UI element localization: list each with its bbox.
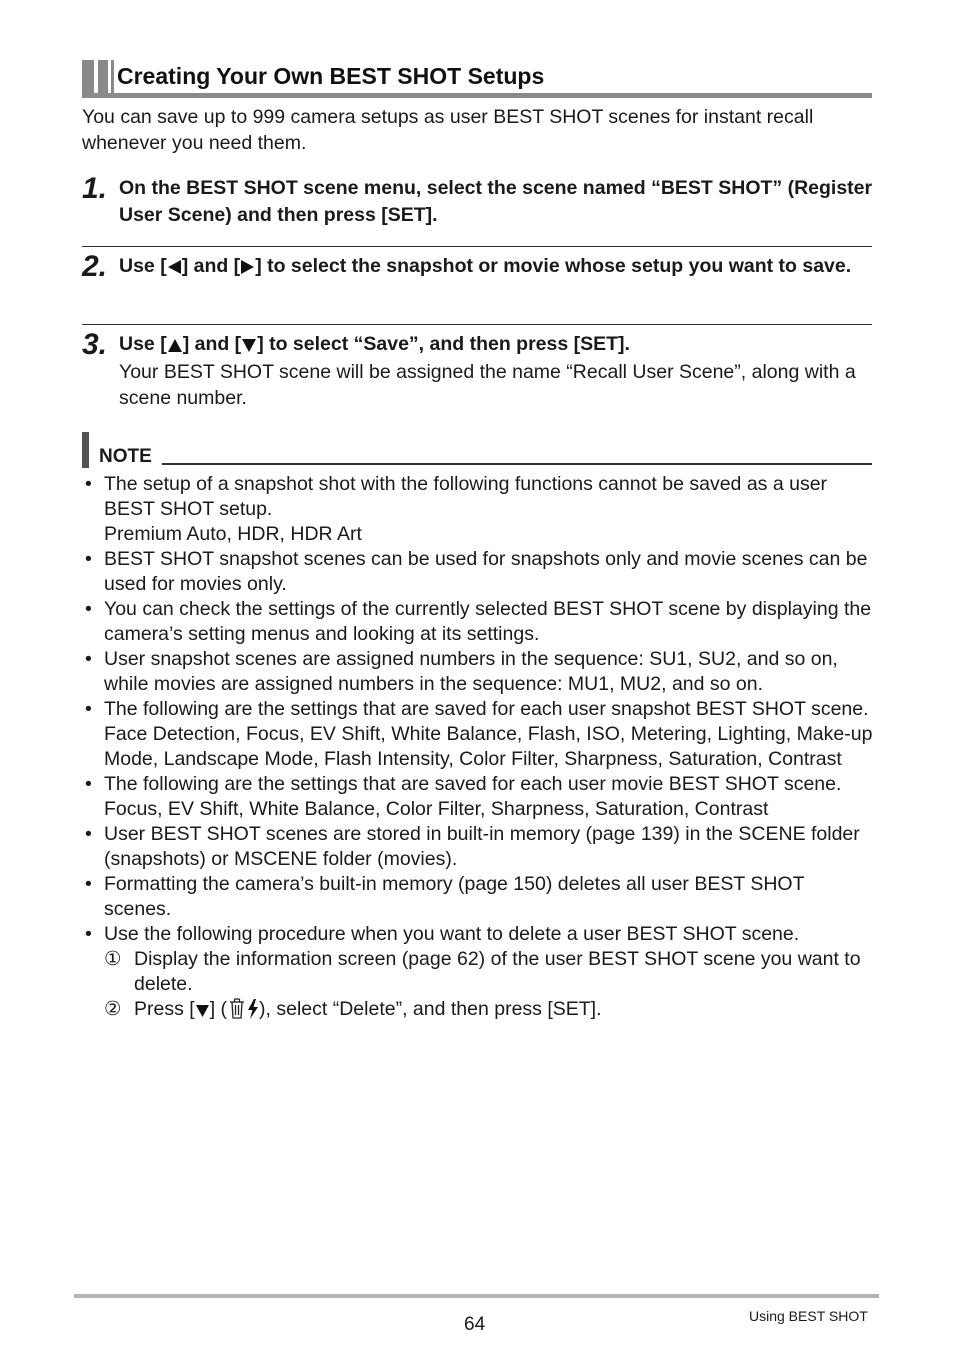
list-item: [82, 822, 874, 872]
bullet: •: [85, 823, 92, 845]
list-item: [82, 697, 874, 772]
down-arrow-icon: [241, 338, 257, 353]
step-subtext: Your BEST SHOT scene will be assigned the name “Recall User Scene”, along with a scene number.: [119, 361, 856, 409]
note-text: Formatting the camera’s built-in memory (page 150) deletes all user BEST SHOT scenes.: [104, 873, 805, 920]
flash-icon: [247, 998, 259, 1020]
step-divider: [82, 246, 872, 247]
list-item: [82, 922, 874, 1022]
left-arrow-icon: [167, 259, 182, 275]
intro-paragraph: You can save up to 999 camera setups as user BEST SHOT scenes for instant recall whenever you need them.: [82, 106, 814, 154]
bullet: •: [85, 648, 92, 670]
bullet: •: [85, 873, 92, 895]
bullet: •: [85, 473, 92, 495]
procedure-step: [104, 947, 874, 997]
note-text: BEST SHOT snapshot scenes can be used for snapshots only and movie scenes can be used for movies only.: [104, 548, 868, 595]
note-text: You can check the settings of the currently selected BEST SHOT scene by displaying the camera’s setting menus and looking at its settings.: [104, 598, 872, 645]
note-rule: [162, 463, 872, 465]
procedure-text-part: ), select “Delete”, and then press [SET].: [259, 998, 602, 1020]
procedure-step: [104, 997, 874, 1022]
right-arrow-icon: [240, 259, 255, 275]
note-text: User snapshot scenes are assigned numbers in the sequence: SU1, SU2, and so on, while movies are assigned numbers in the sequence: MU1, MU2, and so on.: [104, 648, 838, 695]
step-number: 1.: [82, 172, 108, 205]
down-arrow-icon: [195, 1004, 210, 1018]
step-text: On the BEST SHOT scene menu, select the scene named “BEST SHOT” (Register User Scene) and then press [SET].: [119, 177, 873, 226]
procedure-number: ②: [104, 998, 122, 1020]
footer-rule: [74, 1294, 879, 1298]
list-item: [82, 472, 874, 547]
note-text: Use the following procedure when you want to delete a user BEST SHOT scene.: [104, 923, 800, 945]
procedure-number: ①: [104, 948, 122, 970]
step-text-part: ] to select the snapshot or movie whose setup you want to save.: [255, 255, 852, 277]
footer-label: Using BEST SHOT: [749, 1308, 868, 1324]
step-text-part: Use [: [119, 255, 167, 277]
note-detail: Premium Auto, HDR, HDR Art: [104, 523, 362, 545]
bullet: •: [85, 698, 92, 720]
list-item: [82, 772, 874, 822]
procedure-text-part: Press [: [134, 998, 195, 1020]
header-rule: [82, 93, 872, 98]
procedure-text: Display the information screen (page 62) of the user BEST SHOT scene you want to delete.: [134, 948, 861, 995]
section-title: Creating Your Own BEST SHOT Setups: [117, 63, 545, 89]
step-text: [119, 253, 874, 280]
note-detail: Focus, EV Shift, White Balance, Color Filter, Sharpness, Saturation, Contrast: [104, 798, 769, 820]
note-detail: Face Detection, Focus, EV Shift, White Balance, Flash, ISO, Metering, Lighting, Make-up Mode, Landscape Mode, Flash Intensity, Color Filter, Sharpness, Saturation, Contrast: [104, 723, 873, 770]
note-label: NOTE: [99, 446, 152, 467]
bullet: •: [85, 548, 92, 570]
note-text: The setup of a snapshot shot with the following functions cannot be saved as a user BEST SHOT setup.: [104, 473, 828, 520]
step-divider: [82, 324, 872, 325]
trash-icon: [227, 997, 247, 1019]
note-bar: [82, 432, 89, 468]
page-number: 64: [464, 1314, 486, 1335]
step-text-part: Use [: [119, 333, 167, 355]
note-list: [82, 472, 874, 1022]
procedure-text: [134, 997, 874, 1022]
step-text: [119, 331, 874, 358]
section-header: [82, 58, 872, 98]
bullet: •: [85, 598, 92, 620]
list-item: [82, 872, 874, 922]
list-item: [82, 597, 874, 647]
bullet: •: [85, 923, 92, 945]
note-text: The following are the settings that are saved for each user movie BEST SHOT scene.: [104, 773, 842, 795]
list-item: [82, 647, 874, 697]
list-item: [82, 547, 874, 597]
step-text-part: ] and [: [182, 333, 242, 355]
step-text-part: ] and [: [181, 255, 241, 277]
procedure-text-part: ] (: [209, 998, 228, 1020]
bullet: •: [85, 773, 92, 795]
up-arrow-icon: [167, 338, 183, 353]
step-text-part: ] to select “Save”, and then press [SET].: [257, 333, 630, 355]
note-text: User BEST SHOT scenes are stored in built-in memory (page 139) in the SCENE folder (snapshots) or MSCENE folder (movies).: [104, 823, 860, 870]
step-number: 3.: [82, 328, 108, 361]
note-header: [82, 432, 872, 468]
note-text: The following are the settings that are saved for each user snapshot BEST SHOT scene.: [104, 698, 869, 720]
step-number: 2.: [82, 250, 108, 283]
